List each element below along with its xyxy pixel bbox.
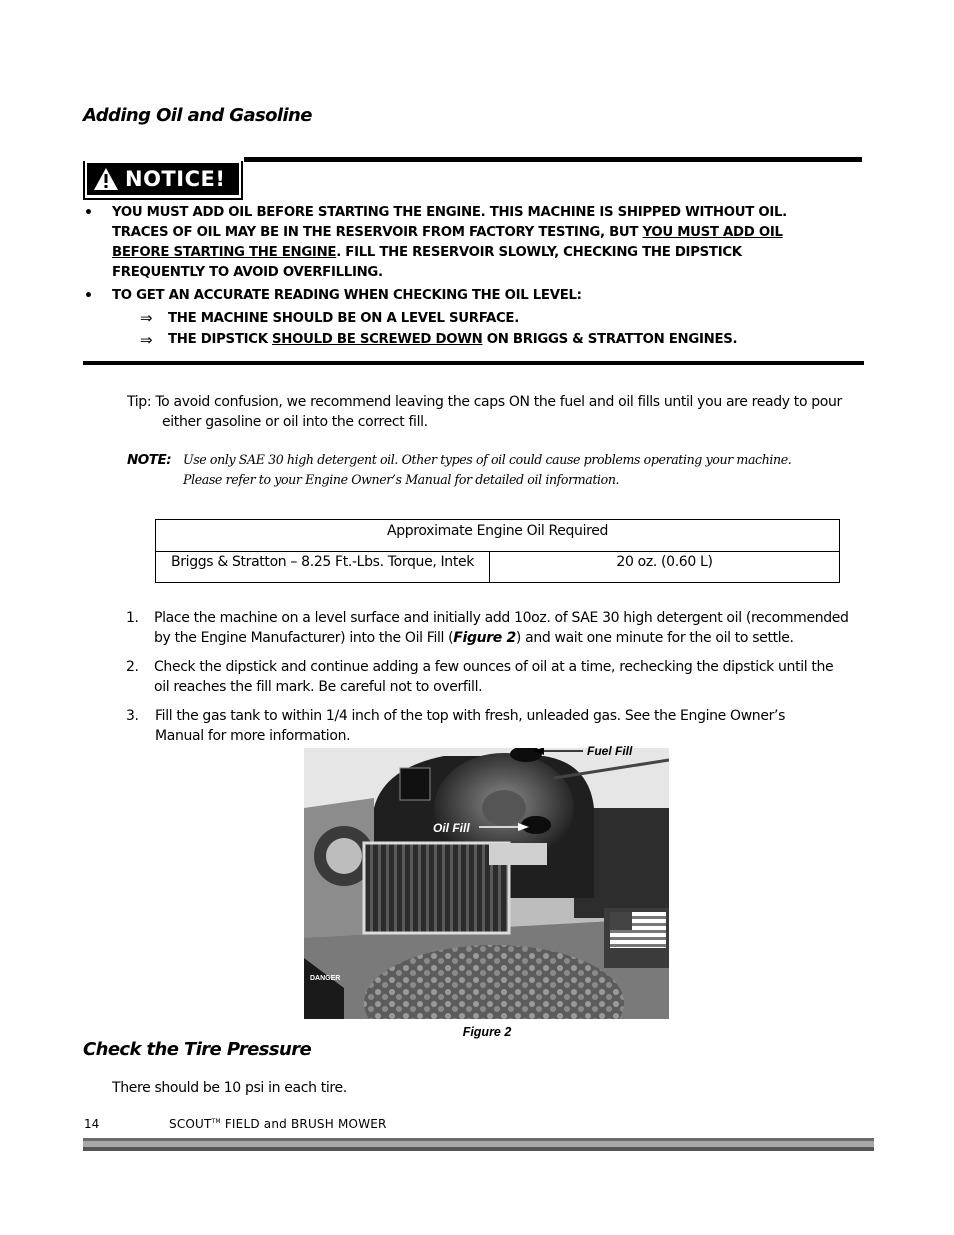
step-number: 1.: [126, 610, 139, 626]
arrow-icon: ⇒: [140, 331, 153, 349]
step-2: Check the dipstick and continue adding a few ounces of oil at a time, rechecking the dipstick until the oil reaches the fill mark. Be careful not to overfill.: [154, 659, 834, 695]
section-title-tire-pressure: Check the Tire Pressure: [83, 1039, 312, 1060]
warning-triangle-icon: [93, 167, 119, 191]
notice-top-rule: [244, 157, 862, 162]
footer-bar: [83, 1138, 874, 1151]
notice-bottom-rule: [83, 361, 864, 365]
oil-fill-label: Oil Fill: [433, 821, 470, 835]
note-label: NOTE:: [127, 452, 172, 468]
page-number: 14: [84, 1117, 100, 1131]
bullet-icon: •: [84, 288, 93, 304]
table-cell-engine: Briggs & Stratton – 8.25 Ft.-Lbs. Torque, Intek: [156, 552, 490, 583]
section-title-adding-oil: Adding Oil and Gasoline: [83, 105, 312, 126]
step-3: Fill the gas tank to within 1/4 inch of the top with fresh, unleaded gas. See the Engine Owner’s Manual for more information.: [155, 708, 786, 744]
tire-pressure-text: There should be 10 psi in each tire.: [112, 1080, 347, 1096]
notice-line: BEFORE STARTING THE ENGINE. FILL THE RESERVOIR SLOWLY, CHECKING THE DIPSTICK: [112, 245, 742, 260]
bullet-icon: •: [84, 205, 93, 221]
tip-label: Tip: [127, 394, 147, 410]
footer-title: SCOUT™ FIELD and BRUSH MOWER: [169, 1117, 387, 1131]
fuel-fill-label: Fuel Fill: [587, 744, 633, 758]
notice-badge: [83, 161, 243, 200]
table-cell-amount: 20 oz. (0.60 L): [490, 552, 840, 583]
table-header: Approximate Engine Oil Required: [156, 520, 840, 552]
note-line-1: Use only SAE 30 high detergent oil. Other types of oil could cause problems operating your machine.: [183, 452, 792, 467]
notice-bullet-1: [112, 203, 872, 283]
step-number: 2.: [126, 659, 139, 675]
notice-label: NOTICE!: [125, 167, 226, 191]
oil-required-table: [155, 519, 840, 583]
notice-bullet-2: TO GET AN ACCURATE READING WHEN CHECKING THE OIL LEVEL:: [112, 288, 582, 303]
arrow-icon: ⇒: [140, 309, 153, 327]
engine-photo: [304, 748, 669, 1019]
step-1: Place the machine on a level surface and initially add 10oz. of SAE 30 high detergent oil (recommended by the Engine Manufacturer) into the Oil Fill (Figure 2) and wait one minute for the oil to settle.: [154, 610, 849, 646]
notice-line: TRACES OF OIL MAY BE IN THE RESERVOIR FROM FACTORY TESTING, BUT YOU MUST ADD OIL: [112, 225, 783, 240]
notice-sub-item: THE MACHINE SHOULD BE ON A LEVEL SURFACE.: [168, 311, 519, 326]
decal-text: DANGER: [310, 975, 341, 982]
notice-sub-item: THE DIPSTICK SHOULD BE SCREWED DOWN ON BRIGGS & STRATTON ENGINES.: [168, 332, 738, 347]
note-line-2: Please refer to your Engine Owner’s Manual for detailed oil information.: [183, 472, 620, 487]
tip-line-2: either gasoline or oil into the correct fill.: [162, 414, 428, 430]
flag-decal-icon: [610, 912, 666, 948]
notice-line: FREQUENTLY TO AVOID OVERFILLING.: [112, 265, 383, 280]
notice-line: YOU MUST ADD OIL BEFORE STARTING THE ENGINE. THIS MACHINE IS SHIPPED WITHOUT OIL.: [112, 205, 787, 220]
step-number: 3.: [126, 708, 139, 724]
figure-caption: Figure 2: [462, 1025, 512, 1039]
tip-paragraph: Tip: To avoid confusion, we recommend leaving the caps ON the fuel and oil fills until you are ready to pour: [127, 394, 842, 410]
